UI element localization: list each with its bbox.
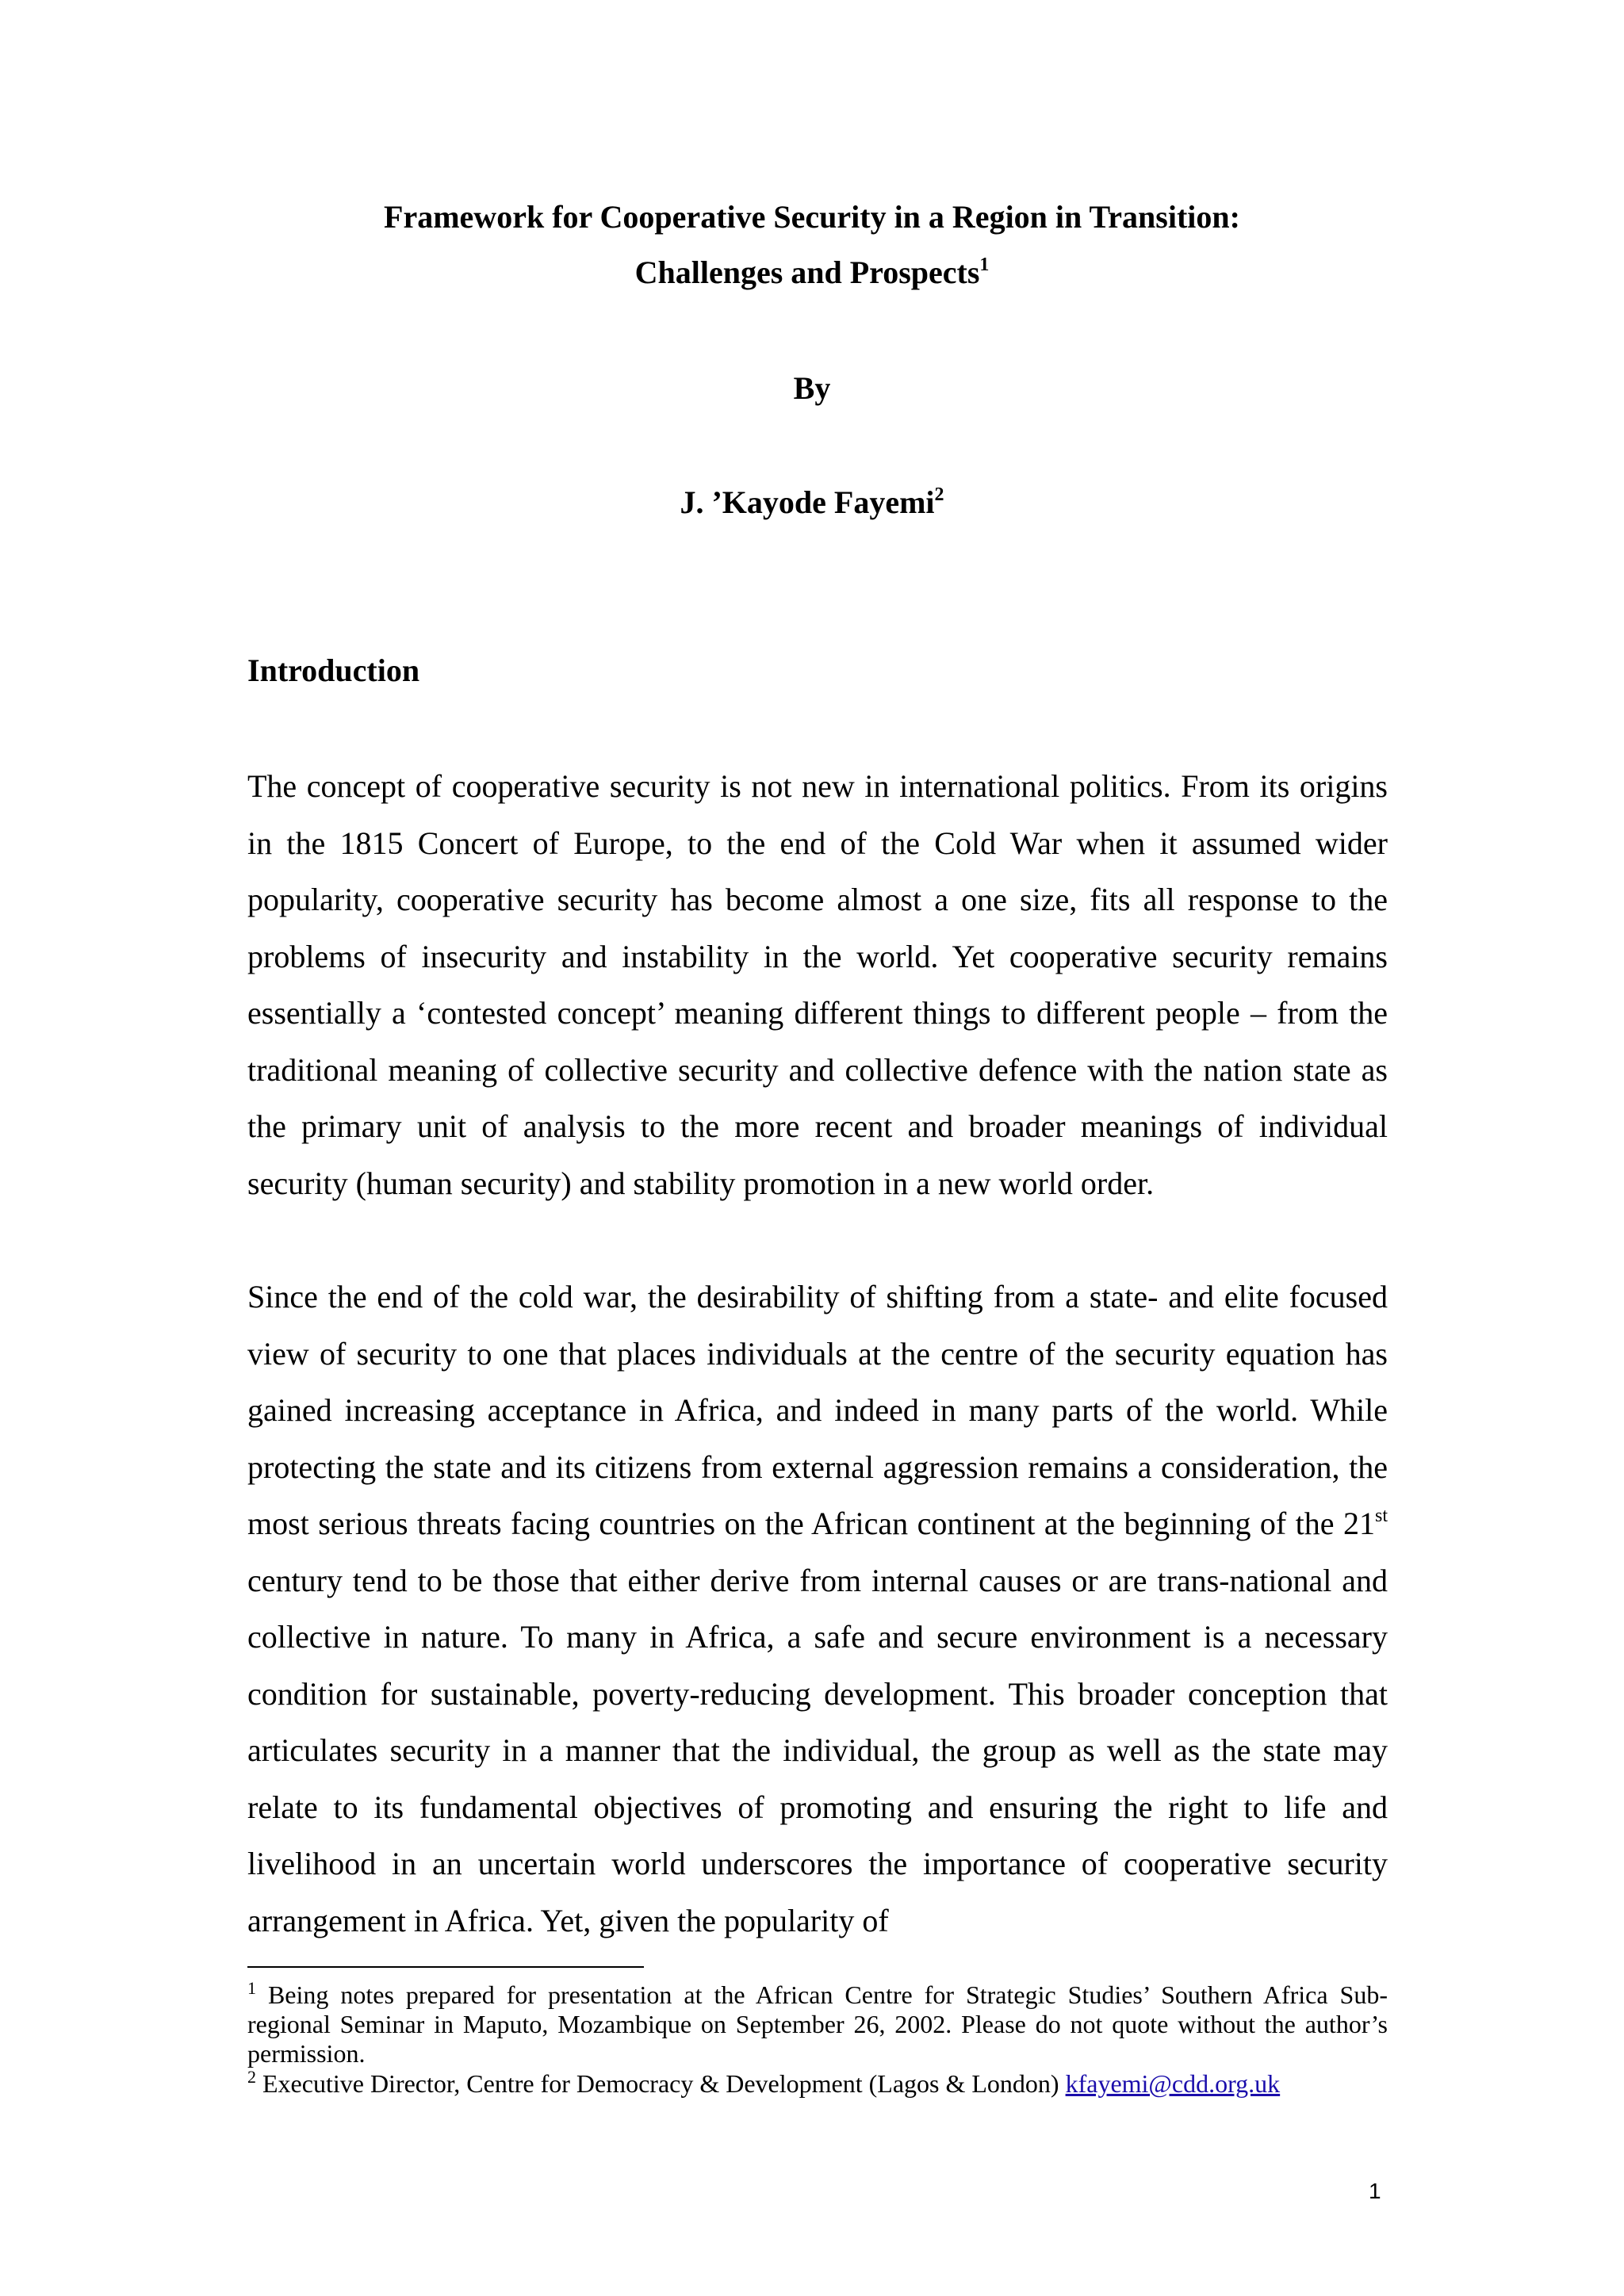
footnote-2 — [247, 2069, 1388, 2099]
title-line-2 — [0, 254, 1624, 292]
footnote-divider — [247, 1966, 644, 1968]
title-line-2-text: Challenges and Prospects — [634, 254, 980, 290]
title-line-1-text: Framework for Cooperative Security in a Region in Transition: — [384, 199, 1240, 235]
footnote-1-marker: 1 — [247, 1978, 256, 1998]
footnote-2-marker: 2 — [247, 2067, 256, 2087]
byline — [0, 369, 1624, 408]
title-footnote-ref[interactable]: 1 — [979, 254, 990, 275]
author-name — [0, 484, 1624, 522]
author-footnote-ref[interactable]: 2 — [934, 484, 944, 505]
paragraph-2-part-2: century tend to be those that either derive from internal causes or are trans-national and collective in nature. To many in Africa, a safe and secure environment is a necessary condition for sustainable, poverty-reducing development. This broader conception that articulates security in a manner that the individual, the group as well as the state may relate to its fundamental objectives of promoting and ensuring the right to life and livelihood in an uncertain world underscores the importance of cooperative security arrangement in Africa. Yet, given the popularity of — [247, 1562, 1388, 1938]
footnote-1 — [247, 1980, 1388, 2068]
paragraph-1: The concept of cooperative security is not new in international politics. From its origins in the 1815 Concert of Europe, to the end of the Cold War when it assumed wider popularity, cooperative security has become almost a one size, fits all response to the problems of insecurity and instability in the world. Yet cooperative security remains essentially a ‘contested concept’ meaning different things to different people – from the traditional meaning of collective security and collective defence with the nation state as the primary unit of analysis to the more recent and broader meanings of individual security (human security) and stability promotion in a new world order. — [247, 768, 1388, 1201]
title-line-1 — [0, 198, 1624, 236]
byline-text: By — [793, 370, 831, 406]
paragraph-2-part-1: Since the end of the cold war, the desirability of shifting from a state- and elite focused view of security to one that places individuals at the centre of the security equation has gained increasing acceptance in Africa, and indeed in many parts of the world. While protecting the state and its citizens from external aggression remains a consideration, the most serious threats facing countries on the African continent at the beginning of the 21 — [247, 1279, 1388, 1541]
ordinal-suffix: st — [1374, 1506, 1388, 1526]
footnote-1-text: Being notes prepared for presentation at the African Centre for Strategic Studies’ Southern Africa Sub-regional Seminar in Maputo, Mozambique on September 26, 2002. Please do not quote without the author’s permission. — [247, 1980, 1388, 2068]
paragraph-2 — [247, 1269, 1388, 1949]
email-link[interactable]: kfayemi@cdd.org.uk — [1065, 2069, 1281, 2098]
page-number: 1 — [1369, 2179, 1381, 2203]
footnote-2-text: Executive Director, Centre for Democracy & Development (Lagos & London) — [256, 2069, 1066, 2098]
section-heading: Introduction — [247, 652, 420, 688]
author-name-text: J. ’Kayode Fayemi — [680, 484, 935, 520]
